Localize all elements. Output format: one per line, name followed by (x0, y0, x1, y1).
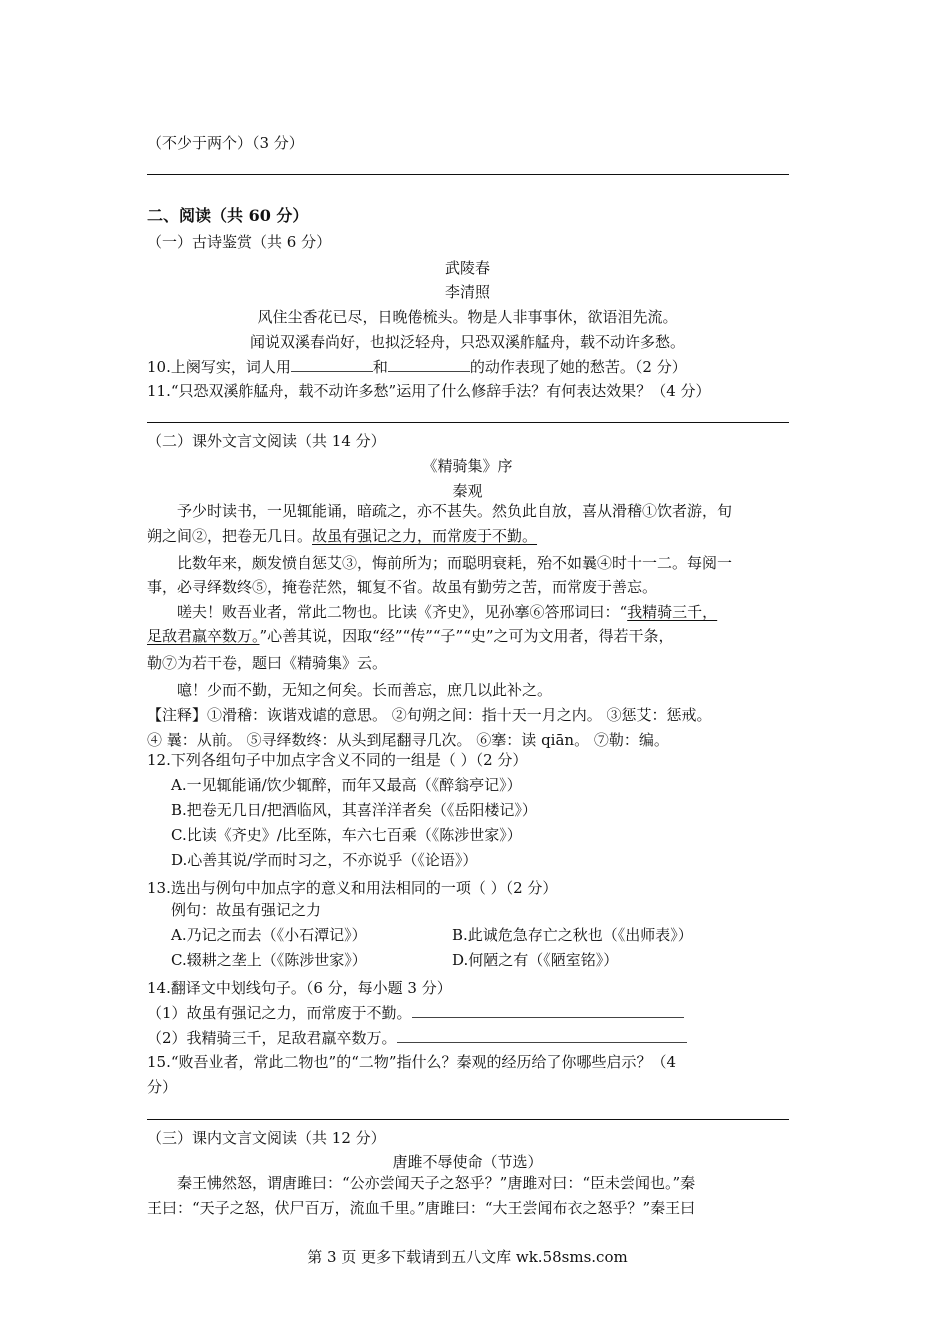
answer-line (147, 1119, 789, 1120)
paragraph-1-line-1: 予少时读书，一见辄能诵，暗疏之，亦不甚失。然负此自放，喜从滑稽①饮者游，旬 (177, 502, 733, 520)
q10-blank-1[interactable] (291, 357, 373, 372)
underlined-sentence-2a: 我精骑三千， (627, 603, 718, 621)
underlined-sentence-1: 故虽有强记之力，而常废于不勤。 (312, 527, 538, 545)
part3-title: （三）课内文言文阅读（共 12 分） (147, 1129, 386, 1147)
q13-option-c: C.辍耕之垄上（《陈涉世家》） (171, 951, 367, 969)
question-10 (147, 357, 687, 377)
q12-option-d: D.心善其说/学而时习之，不亦说乎（《论语》） (171, 851, 478, 869)
paragraph-3-line-2: 足敌君羸卒数万。”心善其说，因取“经”“传”“子”“史”之可为文用者，得若干条， (147, 627, 674, 645)
q10-part-a: 10.上阕写实，词人用 (147, 358, 291, 376)
q12-option-a: A.一见辄能诵/饮少辄醉，而年又最高（《醉翁亭记》） (171, 776, 522, 794)
q12-option-c: C.比读《齐史》/比至陈，车六七百乘（《陈涉世家》） (171, 826, 522, 844)
q13-option-d: D.何陋之有（《陋室铭》） (452, 951, 619, 969)
q10-blank-2[interactable] (388, 357, 470, 372)
answer-line (147, 174, 789, 175)
poem-line-1: 风住尘香花已尽，日晚倦梳头。物是人非事事休，欲语泪先流。 (257, 308, 678, 326)
paragraph-3-line-3: 勒⑦为若干卷，题曰《精骑集》云。 (147, 654, 388, 672)
part1-title: （一）古诗鉴赏（共 6 分） (147, 233, 332, 251)
paragraph-3-line-1: 嗟夫！败吾业者，常此二物也。比读《齐史》，见孙搴⑥答邢词曰：“我精骑三千， (177, 603, 718, 621)
question-11: 11.“只恐双溪舴艋舟，载不动许多愁”运用了什么修辞手法？有何表达效果？（4 分） (147, 382, 711, 400)
paragraph-4: 噫！少而不勤，无知之何矣。长而善忘，庶几以此补之。 (177, 681, 553, 699)
passage-line-2: 王曰：“天子之怒，伏尸百万，流血千里。”唐雎曰：“大王尝闻布衣之怒乎？”秦王曰 (147, 1199, 696, 1217)
q14-sentence-1: （1）故虽有强记之力，而常废于不勤。 (147, 1003, 684, 1023)
paragraph-2-line-1: 比数年来，颇发愤自惩艾③，悔前所为；而聪明衰耗，殆不如曩④时十一二。每阅一 (177, 554, 733, 572)
q13-example: 例句：故虽有强记之力 (171, 901, 322, 919)
question-14: 14.翻译文中划线句子。（6 分，每小题 3 分） (147, 979, 452, 997)
text-author: 秦观 (452, 482, 483, 500)
underlined-sentence-2b: 足敌君羸卒数万。 (147, 627, 260, 645)
poem-title: 武陵春 (444, 259, 490, 277)
q13-option-a: A.乃记之而去（《小石潭记》） (171, 926, 367, 944)
annotation-line-2: ④ 曩：从前。 ⑤寻绎数终：从头到尾翻寻几次。 ⑥搴：读 qiān。 ⑦勒：编。 (147, 731, 669, 749)
question-15-line-1: 15.“败吾业者，常此二物也”的“二物”指什么？秦观的经历给了你哪些启示？（4 (147, 1053, 677, 1071)
q14-answer-blank-2[interactable] (397, 1028, 687, 1043)
q14-answer-blank-1[interactable] (412, 1003, 684, 1018)
answer-note: （不少于两个）（3 分） (147, 134, 304, 152)
poem-line-2: 闻说双溪春尚好，也拟泛轻舟，只恐双溪舴艋舟，载不动许多愁。 (249, 333, 685, 351)
annotation-line-1: 【注释】①滑稽：诙谐戏谑的意思。 ②旬朔之间：指十天一月之内。 ③惩艾：惩戒。 (147, 706, 712, 724)
q12-option-b: B.把卷无几日/把酒临风，其喜洋洋者矣（《岳阳楼记》） (171, 801, 537, 819)
passage-line-1: 秦王怫然怒，谓唐雎曰：“公亦尝闻天子之怒乎？”唐雎对曰：“臣未尝闻也。”秦 (177, 1174, 696, 1192)
q13-option-b: B.此诚危急存亡之秋也（《出师表》） (452, 926, 693, 944)
q10-part-b: 和 (372, 358, 388, 376)
text-title: 《精骑集》序 (422, 457, 513, 475)
question-13: 13.选出与例句中加点字的意义和用法相同的一项（ ）（2 分） (147, 879, 558, 897)
section-title: 二、阅读（共 60 分） (147, 206, 309, 225)
part2-title: （二）课外文言文阅读（共 14 分） (147, 432, 386, 450)
question-12: 12.下列各组句子中加点字含义不同的一组是（ ）（2 分） (147, 751, 528, 769)
q10-part-c: 的动作表现了她的愁苦。（2 分） (469, 358, 687, 376)
answer-line (147, 422, 789, 423)
paragraph-1-line-2: 朔之间②，把卷无几日。故虽有强记之力，而常废于不勤。 (147, 527, 538, 545)
q14-sentence-2: （2）我精骑三千，足敌君羸卒数万。 (147, 1028, 687, 1048)
paragraph-2-line-2: 事，必寻绎数终⑤，掩卷茫然，辄复不省。故虽有勤劳之苦，而常废于善忘。 (147, 578, 658, 596)
poem-author: 李清照 (444, 283, 490, 301)
text-title: 唐雎不辱使命（节选） (392, 1153, 543, 1171)
page-footer: 第 3 页 更多下载请到五八文库 wk.58sms.com (307, 1248, 628, 1266)
question-15-line-2: 分） (147, 1078, 178, 1096)
